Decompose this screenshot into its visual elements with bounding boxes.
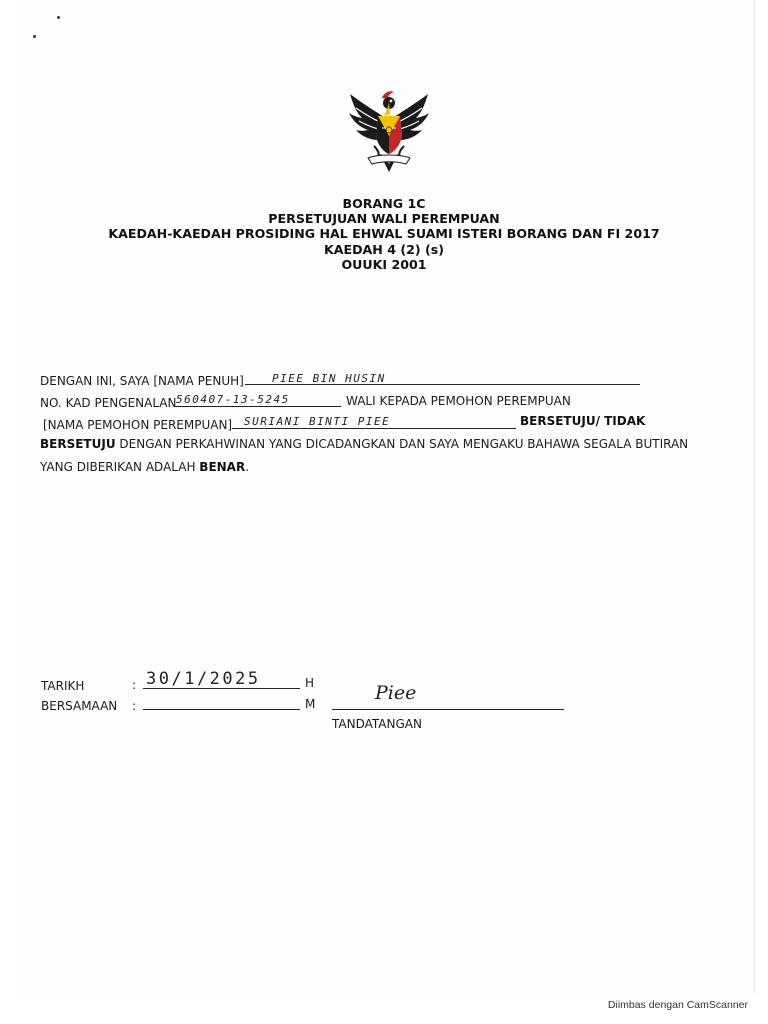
- applicant-name-label: [NAMA PEMOHON PEREMPUAN]: [43, 418, 233, 432]
- consent-options: BERSETUJU/ TIDAK: [520, 414, 646, 428]
- scan-speck: [33, 35, 36, 38]
- bersamaan-label: BERSAMAAN: [41, 699, 118, 713]
- rule-reference: KAEDAH 4 (2) (s): [323, 242, 445, 257]
- truth-statement-text: YANG DIBERIKAN ADALAH: [40, 460, 196, 474]
- sarawak-coat-of-arms-logo: [344, 84, 434, 184]
- applicant-name-line: [232, 428, 516, 429]
- ordinance-reference: OUUKI 2001: [341, 257, 427, 272]
- ic-number-line: [175, 406, 341, 407]
- truth-statement-line: [40, 460, 249, 474]
- full-name-label: DENGAN INI, SAYA [NAMA PENUH]: [40, 374, 244, 388]
- hijri-suffix: H: [305, 676, 315, 690]
- tarikh-label: TARIKH: [41, 679, 85, 693]
- truth-bold-word: BENAR: [199, 460, 246, 474]
- rules-title: KAEDAH-KAEDAH PROSIDING HAL EHWAL SUAMI ISTERI BORANG DAN FI 2017: [108, 226, 660, 241]
- signature-label: TANDATANGAN: [332, 717, 422, 731]
- ic-number-value: 560407-13-5245: [176, 393, 290, 406]
- consent-bold-word: BERSETUJU: [40, 437, 116, 451]
- signature-line: [332, 709, 564, 710]
- tarikh-colon: :: [132, 678, 137, 692]
- ic-number-label: NO. KAD PENGENALAN: [40, 396, 177, 410]
- scan-speck: [57, 16, 60, 19]
- form-title: PERSETUJUAN WALI PEREMPUAN: [268, 211, 500, 226]
- signature-mark: Piee: [375, 682, 417, 704]
- form-number: BORANG 1C: [342, 196, 426, 211]
- bersamaan-colon: :: [132, 699, 137, 713]
- applicant-name-value: SURIANI BINTI PIEE: [244, 415, 391, 428]
- truth-statement-period: .: [245, 460, 250, 474]
- tarikh-value: 30/1/2025: [146, 669, 261, 689]
- bersamaan-line: [143, 709, 300, 710]
- scanned-form-sheet: [16, 0, 754, 995]
- masihi-suffix: M: [305, 697, 316, 711]
- full-name-value: PIEE BIN HUSIN: [272, 372, 386, 385]
- consent-statement-line: [40, 437, 688, 451]
- consent-statement-text: DENGAN PERKAHWINAN YANG DICADANGKAN DAN SAYA MENGAKU BAHAWA SEGALA BUTIRAN: [119, 437, 689, 451]
- scanner-watermark: Diimbas dengan CamScanner: [607, 999, 748, 1011]
- guardian-of-applicant-text: WALI KEPADA PEMOHON PEREMPUAN: [346, 394, 571, 408]
